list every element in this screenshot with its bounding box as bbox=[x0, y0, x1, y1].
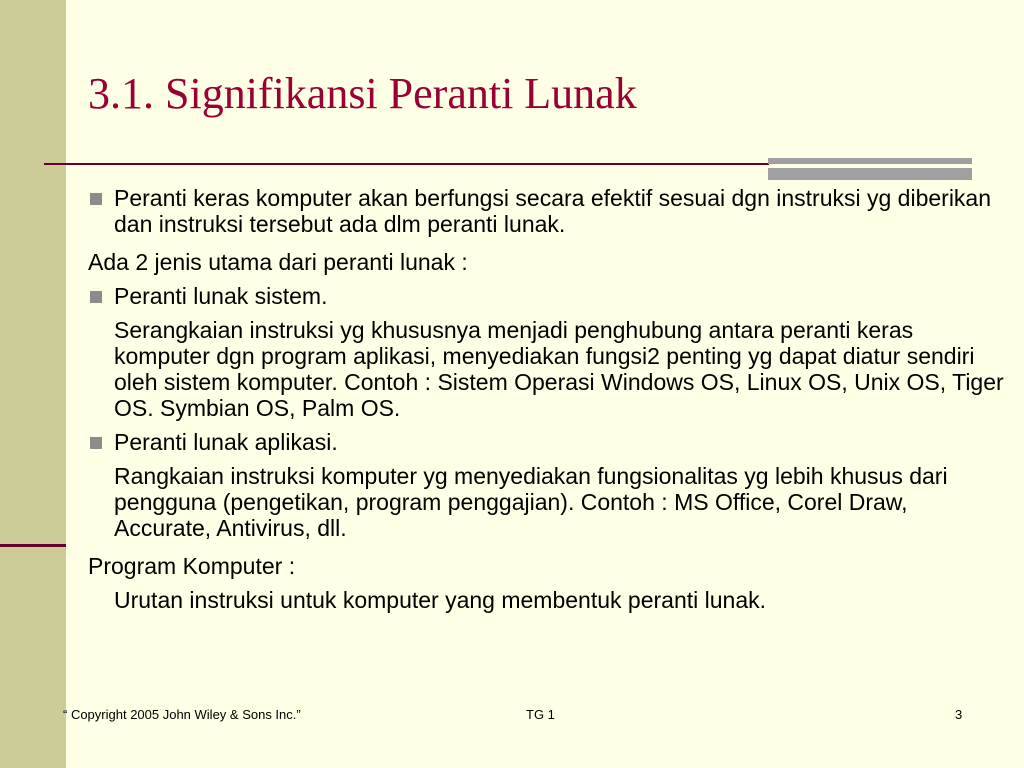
bullet-item-application bbox=[88, 429, 1008, 455]
bullet-item-system bbox=[88, 283, 1008, 309]
footer-copyright: “ Copyright 2005 John Wiley & Sons Inc.” bbox=[63, 707, 301, 722]
bullet-item bbox=[88, 185, 1008, 237]
application-description: Rangkaian instruksi komputer yg menyediakan fungsionalitas yg lebih khusus dari pengguna (pengetikan, program penggajian). Contoh : MS Office, Corel Draw, Accurate, Antivirus, dll. bbox=[114, 463, 948, 541]
square-bullet-icon bbox=[90, 291, 102, 303]
decorative-bar-top bbox=[768, 158, 972, 164]
bullet-text: Peranti keras komputer akan berfungsi secara efektif sesuai dgn instruksi yg diberikan dan instruksi tersebut ada dlm peranti lunak. bbox=[114, 185, 992, 237]
program-description: Urutan instruksi untuk komputer yang membentuk peranti lunak. bbox=[114, 587, 766, 613]
title-divider bbox=[44, 163, 769, 165]
footer-page-number: 3 bbox=[955, 707, 963, 722]
system-description: Serangkaian instruksi yg khususnya menjadi penghubung antara peranti keras komputer dgn program aplikasi, menyediakan fungsi2 penting yg dapat diatur sendiri oleh sistem komputer. Contoh : Sistem Operasi Windows OS, Linux OS, Unix OS, Tiger OS. Symbian OS, Palm OS. bbox=[114, 317, 1004, 421]
footer-center-label: TG 1 bbox=[526, 707, 555, 722]
slide-body bbox=[88, 185, 1008, 613]
decorative-bar-bottom bbox=[768, 168, 972, 180]
program-heading: Program Komputer : bbox=[88, 553, 296, 579]
square-bullet-icon bbox=[90, 193, 102, 205]
square-bullet-icon bbox=[90, 437, 102, 449]
intro-text: Ada 2 jenis utama dari peranti lunak : bbox=[88, 249, 468, 275]
slide-title: 3.1. Signifikansi Peranti Lunak bbox=[88, 69, 637, 118]
left-decorative-band bbox=[0, 0, 66, 768]
bullet-text: Peranti lunak aplikasi. bbox=[114, 429, 338, 455]
left-accent-rule bbox=[0, 544, 66, 547]
bullet-text: Peranti lunak sistem. bbox=[114, 283, 328, 309]
